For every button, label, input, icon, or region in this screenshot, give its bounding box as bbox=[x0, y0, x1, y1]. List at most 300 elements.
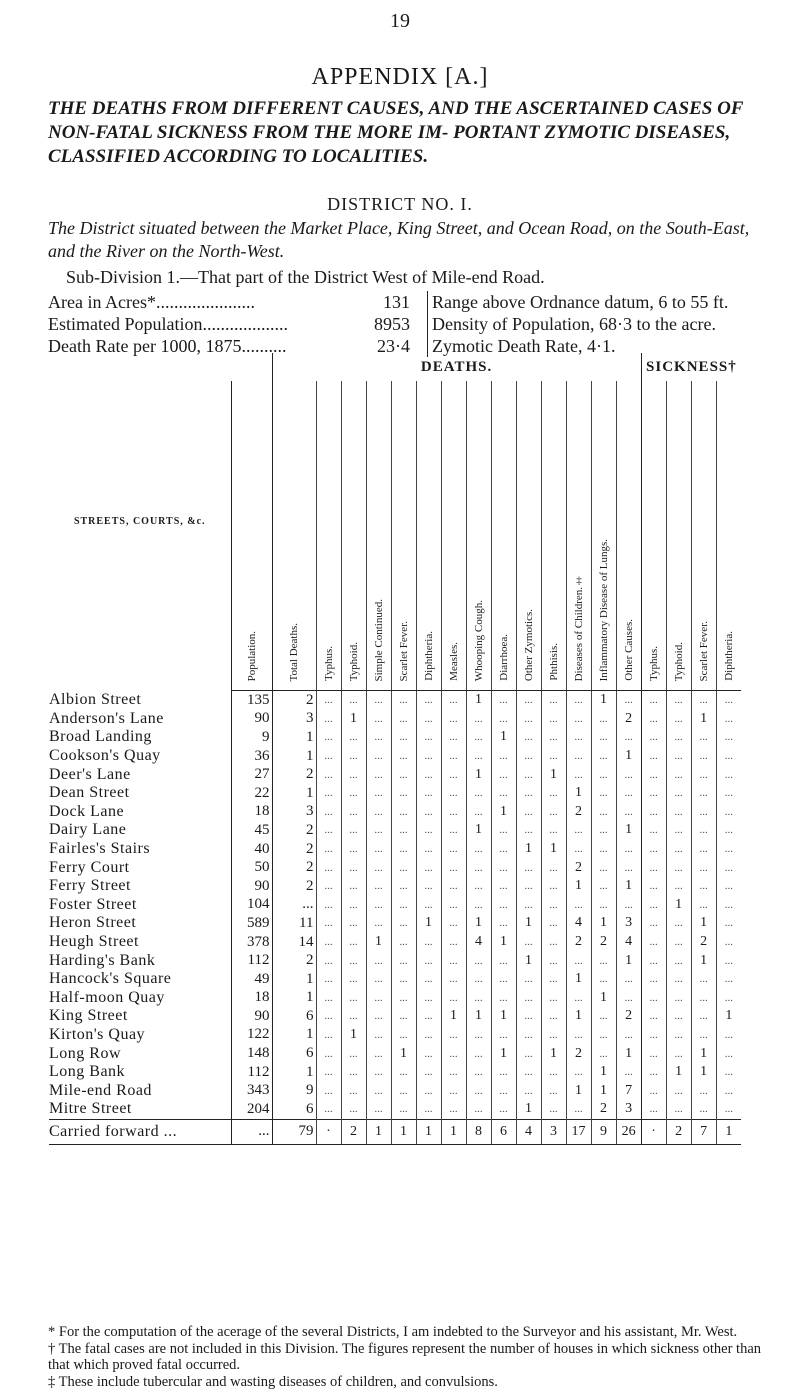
table-cell: ... bbox=[416, 821, 441, 840]
table-cell: ... bbox=[466, 858, 491, 877]
column-header bbox=[666, 381, 691, 691]
table-cell: 1 bbox=[466, 765, 491, 784]
table-cell: ... bbox=[441, 728, 466, 747]
table-cell: 2 bbox=[272, 840, 316, 859]
table-cell: ... bbox=[641, 933, 666, 952]
table-cell: 8 bbox=[466, 1119, 491, 1144]
table-cell: ... bbox=[691, 1007, 716, 1026]
table-cell: 9 bbox=[231, 728, 272, 747]
table-cell: 112 bbox=[231, 1063, 272, 1082]
page-number: 19 bbox=[390, 10, 410, 32]
district-heading: DISTRICT NO. I. bbox=[327, 194, 473, 214]
table-cell: ... bbox=[541, 933, 566, 952]
table-cell: ... bbox=[441, 747, 466, 766]
column-header-label: Scarlet Fever. bbox=[697, 620, 710, 681]
table-cell: ... bbox=[366, 914, 391, 933]
table-cell: ... bbox=[641, 1026, 666, 1045]
street-name: Mile-end Road bbox=[49, 1081, 152, 1099]
table-cell: 1 bbox=[591, 989, 616, 1008]
table-row bbox=[49, 1063, 741, 1082]
table-cell: 112 bbox=[231, 951, 272, 970]
column-header-label: Typhus. bbox=[322, 646, 335, 681]
column-header-label: Diarrhoea. bbox=[497, 634, 510, 681]
table-cell: ... bbox=[716, 747, 741, 766]
stat-label: Area in Acres* bbox=[48, 292, 156, 312]
street-name: Carried forward ... bbox=[49, 1119, 231, 1144]
table-cell: ... bbox=[691, 1026, 716, 1045]
district-description: The District situated between the Market Place, King Street, and Ocean Road, on the South-East, and the River on the North-West. bbox=[48, 218, 750, 261]
table-cell: 1 bbox=[566, 1081, 591, 1100]
table-cell: 1 bbox=[616, 747, 641, 766]
table-cell: ... bbox=[616, 765, 641, 784]
table-cell: ... bbox=[666, 803, 691, 822]
table-cell: ... bbox=[416, 989, 441, 1008]
table-cell: 1 bbox=[591, 914, 616, 933]
table-cell: ... bbox=[441, 933, 466, 952]
table-cell: ... bbox=[466, 877, 491, 896]
table-cell: ... bbox=[516, 933, 541, 952]
table-cell: 1 bbox=[591, 1063, 616, 1082]
table-cell: ... bbox=[541, 1100, 566, 1119]
table-cell: ... bbox=[341, 858, 366, 877]
sickness-header: SICKNESS† bbox=[641, 353, 741, 381]
table-cell: ... bbox=[366, 1100, 391, 1119]
table-cell: ... bbox=[491, 1100, 516, 1119]
table-cell: ... bbox=[391, 1007, 416, 1026]
table-cell: ... bbox=[716, 970, 741, 989]
column-header bbox=[491, 381, 516, 691]
table-cell: 1 bbox=[466, 1007, 491, 1026]
table-cell: 27 bbox=[231, 765, 272, 784]
table-cell: ... bbox=[491, 877, 516, 896]
table-cell: ... bbox=[391, 933, 416, 952]
column-header-label: Inflammatory Disease of Lungs. bbox=[597, 538, 610, 681]
table-cell: ... bbox=[716, 784, 741, 803]
table-cell: ... bbox=[666, 1007, 691, 1026]
table-cell: 1 bbox=[491, 803, 516, 822]
table-cell: ... bbox=[366, 1044, 391, 1063]
table-cell: ... bbox=[641, 1081, 666, 1100]
table-cell: ... bbox=[541, 1007, 566, 1026]
table-cell: ... bbox=[231, 1119, 272, 1144]
table-cell: 1 bbox=[466, 821, 491, 840]
table-cell: ... bbox=[641, 914, 666, 933]
table-cell: 1 bbox=[491, 1044, 516, 1063]
table-cell: ... bbox=[516, 1026, 541, 1045]
column-header bbox=[691, 381, 716, 691]
table-cell: ... bbox=[391, 691, 416, 710]
table-cell: ... bbox=[566, 691, 591, 710]
table-cell: ... bbox=[391, 1100, 416, 1119]
table-cell: ... bbox=[366, 710, 391, 729]
table-cell: ... bbox=[591, 803, 616, 822]
table-cell: 343 bbox=[231, 1081, 272, 1100]
table-cell: ... bbox=[716, 951, 741, 970]
table-cell: ... bbox=[691, 1081, 716, 1100]
table-cell: ... bbox=[466, 896, 491, 915]
table-cell: ... bbox=[566, 710, 591, 729]
table-cell: ... bbox=[416, 1044, 441, 1063]
table-cell: ... bbox=[716, 933, 741, 952]
table-cell: 9 bbox=[272, 1081, 316, 1100]
table-cell: 40 bbox=[231, 840, 272, 859]
column-header-label: Diphtheria. bbox=[722, 631, 735, 681]
table-cell: ... bbox=[641, 840, 666, 859]
table-cell: ... bbox=[316, 877, 341, 896]
column-header bbox=[466, 381, 491, 691]
table-cell: 1 bbox=[666, 1063, 691, 1082]
table-cell: 1 bbox=[272, 1063, 316, 1082]
table-cell: 1 bbox=[366, 933, 391, 952]
table-cell: 1 bbox=[366, 1119, 391, 1144]
table-cell: ... bbox=[641, 1063, 666, 1082]
table-cell: ... bbox=[491, 989, 516, 1008]
table-cell: ... bbox=[416, 784, 441, 803]
table-cell: ... bbox=[391, 784, 416, 803]
table-cell: ... bbox=[641, 951, 666, 970]
table-cell: 1 bbox=[616, 877, 641, 896]
table-cell: ... bbox=[691, 840, 716, 859]
table-cell: ... bbox=[716, 896, 741, 915]
table-cell: ... bbox=[641, 821, 666, 840]
table-cell: ... bbox=[316, 1100, 341, 1119]
table-cell: 122 bbox=[231, 1026, 272, 1045]
table-row bbox=[49, 1100, 741, 1119]
column-header bbox=[272, 381, 316, 691]
table-cell: 2 bbox=[272, 858, 316, 877]
stat-zymotic-rate: Zymotic Death Rate, 4·1. bbox=[432, 336, 616, 356]
street-name: Foster Street bbox=[49, 895, 137, 913]
table-cell: ... bbox=[516, 970, 541, 989]
stat-leader: .......... bbox=[241, 336, 287, 356]
column-header-label: Simple Continued. bbox=[372, 598, 385, 681]
table-cell: ... bbox=[491, 784, 516, 803]
table-cell: ... bbox=[716, 710, 741, 729]
table-cell: ... bbox=[391, 877, 416, 896]
table-cell: ... bbox=[316, 896, 341, 915]
table-cell: ... bbox=[391, 1081, 416, 1100]
table-cell: ... bbox=[666, 747, 691, 766]
table-cell: ... bbox=[341, 765, 366, 784]
table-cell: ... bbox=[491, 858, 516, 877]
column-header-label: Typhoid. bbox=[672, 641, 685, 681]
table-cell: 1 bbox=[516, 1100, 541, 1119]
table-cell: ... bbox=[341, 691, 366, 710]
table-cell: ... bbox=[466, 1081, 491, 1100]
table-cell: 1 bbox=[541, 840, 566, 859]
table-cell: ... bbox=[641, 877, 666, 896]
table-cell: ... bbox=[316, 1063, 341, 1082]
table-cell: 2 bbox=[566, 858, 591, 877]
table-cell: 1 bbox=[566, 1007, 591, 1026]
table-cell: ... bbox=[341, 1063, 366, 1082]
table-cell: ... bbox=[366, 784, 391, 803]
table-cell: 1 bbox=[591, 691, 616, 710]
table-cell: 1 bbox=[272, 728, 316, 747]
table-cell: ... bbox=[491, 747, 516, 766]
table-cell: 204 bbox=[231, 1100, 272, 1119]
table-cell: ... bbox=[366, 691, 391, 710]
table-cell: ... bbox=[316, 747, 341, 766]
table-cell: ... bbox=[466, 970, 491, 989]
table-row bbox=[49, 951, 741, 970]
table-cell: 17 bbox=[566, 1119, 591, 1144]
table-cell: ... bbox=[316, 1007, 341, 1026]
table-cell: ... bbox=[366, 951, 391, 970]
statistics-left bbox=[48, 291, 420, 357]
table-cell: ... bbox=[641, 747, 666, 766]
table-cell: ... bbox=[541, 691, 566, 710]
table-cell: ... bbox=[691, 877, 716, 896]
table-cell: 6 bbox=[272, 1007, 316, 1026]
table-cell: ... bbox=[666, 989, 691, 1008]
table-cell: ... bbox=[666, 970, 691, 989]
table-cell: ... bbox=[316, 728, 341, 747]
table-cell: ... bbox=[566, 728, 591, 747]
table-cell: ... bbox=[591, 970, 616, 989]
footnote-acreage: * For the computation of the acerage of the several Districts, I am indebted to the Surveyor and his assistant, Mr. West. bbox=[48, 1324, 738, 1340]
table-cell: 4 bbox=[516, 1119, 541, 1144]
table-cell: ... bbox=[466, 747, 491, 766]
table-cell: 1 bbox=[516, 914, 541, 933]
table-cell: ... bbox=[441, 858, 466, 877]
column-header bbox=[566, 381, 591, 691]
table-cell: ... bbox=[441, 1100, 466, 1119]
footnote-children: ‡ These include tubercular and wasting diseases of children, and convulsions. bbox=[48, 1373, 498, 1390]
table-cell: ... bbox=[441, 840, 466, 859]
table-cell: ... bbox=[516, 728, 541, 747]
table-cell: ... bbox=[391, 710, 416, 729]
table-cell: ... bbox=[691, 784, 716, 803]
table-cell: ... bbox=[341, 951, 366, 970]
table-cell: ... bbox=[716, 989, 741, 1008]
table-cell: 1 bbox=[491, 1007, 516, 1026]
table-cell: 2 bbox=[591, 933, 616, 952]
table-cell: ... bbox=[316, 821, 341, 840]
street-name: Cookson's Quay bbox=[49, 747, 161, 765]
table-cell: ... bbox=[491, 970, 516, 989]
document-title: THE DEATHS FROM DIFFERENT CAUSES, AND THE ASCERTAINED CASES OF NON-FATAL SICKNESS FROM THE MORE IM- PORTANT ZYMOTIC DISEASES, CLASSIFIED ACCORDING TO LOCALITIES. bbox=[48, 98, 744, 167]
table-cell: · bbox=[316, 1119, 341, 1144]
table-cell: ... bbox=[466, 784, 491, 803]
table-cell: ... bbox=[541, 747, 566, 766]
table-cell: ... bbox=[666, 914, 691, 933]
column-header bbox=[441, 381, 466, 691]
table-cell: 1 bbox=[616, 821, 641, 840]
subdivision-heading: Sub-Division 1.—That part of the District West of Mile-end Road. bbox=[66, 267, 545, 287]
table-cell: ... bbox=[466, 951, 491, 970]
table-cell: ... bbox=[416, 840, 441, 859]
table-cell: ... bbox=[541, 989, 566, 1008]
stat-label: Death Rate per 1000, 1875 bbox=[48, 336, 242, 356]
table-cell: ... bbox=[691, 747, 716, 766]
table-cell: ... bbox=[691, 896, 716, 915]
table-cell: ... bbox=[591, 710, 616, 729]
table-cell: 1 bbox=[466, 914, 491, 933]
table-cell: ... bbox=[541, 821, 566, 840]
table-cell: ... bbox=[666, 710, 691, 729]
table-cell: ... bbox=[391, 970, 416, 989]
table-cell: 589 bbox=[231, 914, 272, 933]
table-cell: ... bbox=[466, 1063, 491, 1082]
column-header bbox=[316, 381, 341, 691]
street-name: King Street bbox=[49, 1007, 128, 1025]
table-row bbox=[49, 933, 741, 952]
table-cell: ... bbox=[391, 989, 416, 1008]
table-cell: ... bbox=[341, 1007, 366, 1026]
table-cell: 4 bbox=[566, 914, 591, 933]
table-cell: ... bbox=[466, 710, 491, 729]
table-cell: 2 bbox=[566, 1044, 591, 1063]
table-cell: ... bbox=[666, 840, 691, 859]
column-header-label: Other Zymotics. bbox=[522, 608, 535, 681]
table-cell: ... bbox=[316, 840, 341, 859]
table-cell: ... bbox=[691, 970, 716, 989]
table-cell: ... bbox=[366, 821, 391, 840]
table-cell: ... bbox=[541, 803, 566, 822]
table-cell: ... bbox=[616, 858, 641, 877]
footnotes bbox=[48, 1324, 768, 1390]
table-cell: ... bbox=[416, 1026, 441, 1045]
table-cell: ... bbox=[591, 951, 616, 970]
table-cell: 1 bbox=[416, 914, 441, 933]
table-cell: ... bbox=[491, 1063, 516, 1082]
table-cell: ... bbox=[416, 877, 441, 896]
table-cell: ... bbox=[616, 896, 641, 915]
table-cell: 1 bbox=[416, 1119, 441, 1144]
table-cell: 2 bbox=[616, 710, 641, 729]
table-cell: ... bbox=[391, 896, 416, 915]
table-cell: ... bbox=[641, 858, 666, 877]
table-cell: ... bbox=[416, 691, 441, 710]
table-cell: 90 bbox=[231, 710, 272, 729]
table-cell: ... bbox=[516, 691, 541, 710]
table-cell: ... bbox=[716, 803, 741, 822]
table-cell: ... bbox=[441, 914, 466, 933]
table-cell: ... bbox=[441, 1026, 466, 1045]
table-cell: ... bbox=[541, 877, 566, 896]
table-cell: ... bbox=[316, 1081, 341, 1100]
table-cell: 18 bbox=[231, 989, 272, 1008]
table-row bbox=[49, 914, 741, 933]
table-cell: ... bbox=[666, 728, 691, 747]
table-cell: ... bbox=[316, 933, 341, 952]
table-cell: ... bbox=[466, 728, 491, 747]
table-cell: ... bbox=[716, 1081, 741, 1100]
table-cell: ... bbox=[341, 896, 366, 915]
table-cell: 3 bbox=[541, 1119, 566, 1144]
table-cell: ... bbox=[591, 877, 616, 896]
table-cell: 1 bbox=[716, 1007, 741, 1026]
table-cell: 1 bbox=[691, 710, 716, 729]
table-cell: ... bbox=[316, 858, 341, 877]
table-cell: ... bbox=[616, 803, 641, 822]
table-cell: ... bbox=[516, 765, 541, 784]
table-cell: ... bbox=[566, 951, 591, 970]
streets-header: STREETS, COURTS, &c. bbox=[73, 516, 206, 528]
table-row bbox=[49, 803, 741, 822]
table-cell: ... bbox=[616, 1063, 641, 1082]
table-cell: ... bbox=[441, 765, 466, 784]
stat-population bbox=[48, 313, 420, 335]
table-cell: ... bbox=[466, 1100, 491, 1119]
table-cell: ... bbox=[491, 765, 516, 784]
table-cell: ... bbox=[391, 728, 416, 747]
stat-density: Density of Population, 68·3 to the acre. bbox=[432, 314, 716, 334]
table-cell: ... bbox=[366, 1007, 391, 1026]
column-header-label: Diphtheria. bbox=[422, 631, 435, 681]
table-cell: ... bbox=[666, 951, 691, 970]
table-cell: 2 bbox=[272, 765, 316, 784]
table-cell: ... bbox=[591, 765, 616, 784]
table-cell: ... bbox=[416, 1007, 441, 1026]
table-cell: 36 bbox=[231, 747, 272, 766]
table-cell: ... bbox=[316, 914, 341, 933]
table-cell: ... bbox=[491, 710, 516, 729]
table-cell: ... bbox=[441, 821, 466, 840]
table-row bbox=[49, 784, 741, 803]
table-cell: ... bbox=[691, 989, 716, 1008]
table-cell: · bbox=[641, 1119, 666, 1144]
table-cell: ... bbox=[516, 896, 541, 915]
street-name: Dean Street bbox=[49, 784, 130, 802]
table-cell: 1 bbox=[666, 896, 691, 915]
table-cell: ... bbox=[516, 710, 541, 729]
street-name: Hancock's Square bbox=[49, 970, 172, 988]
table-cell: 2 bbox=[341, 1119, 366, 1144]
table-cell: ... bbox=[691, 691, 716, 710]
appendix-heading: APPENDIX [A.] bbox=[311, 64, 489, 90]
table-cell: ... bbox=[541, 1081, 566, 1100]
table-cell: ... bbox=[441, 970, 466, 989]
table-cell: ... bbox=[316, 1026, 341, 1045]
table-cell: 1 bbox=[691, 914, 716, 933]
table-cell: ... bbox=[316, 1044, 341, 1063]
table-cell: ... bbox=[616, 840, 641, 859]
table-cell: ... bbox=[416, 765, 441, 784]
table-cell: ... bbox=[541, 858, 566, 877]
table-cell: ... bbox=[441, 1081, 466, 1100]
table-cell: ... bbox=[416, 747, 441, 766]
table-cell: ... bbox=[516, 989, 541, 1008]
table-cell: 4 bbox=[466, 933, 491, 952]
table-cell: 135 bbox=[231, 691, 272, 710]
table-cell: ... bbox=[591, 1044, 616, 1063]
table-row bbox=[49, 691, 741, 710]
table-cell: 378 bbox=[231, 933, 272, 952]
table-cell: 148 bbox=[231, 1044, 272, 1063]
table-cell: ... bbox=[616, 784, 641, 803]
carried-forward-row bbox=[49, 1119, 741, 1144]
table-cell: ... bbox=[691, 858, 716, 877]
column-header bbox=[231, 381, 272, 691]
table-cell: ... bbox=[616, 691, 641, 710]
table-cell: ... bbox=[666, 933, 691, 952]
street-name: Ferry Street bbox=[49, 877, 131, 895]
table-cell: ... bbox=[366, 896, 391, 915]
table-cell: ... bbox=[491, 1026, 516, 1045]
table-cell: ... bbox=[466, 803, 491, 822]
table-row bbox=[49, 989, 741, 1008]
table-cell: ... bbox=[441, 951, 466, 970]
table-cell: ... bbox=[641, 691, 666, 710]
table-cell: ... bbox=[516, 1063, 541, 1082]
table-cell: ... bbox=[316, 970, 341, 989]
table-cell: 4 bbox=[616, 933, 641, 952]
table-cell: ... bbox=[391, 840, 416, 859]
table-cell: ... bbox=[716, 877, 741, 896]
column-header-label: Measles. bbox=[447, 642, 460, 681]
